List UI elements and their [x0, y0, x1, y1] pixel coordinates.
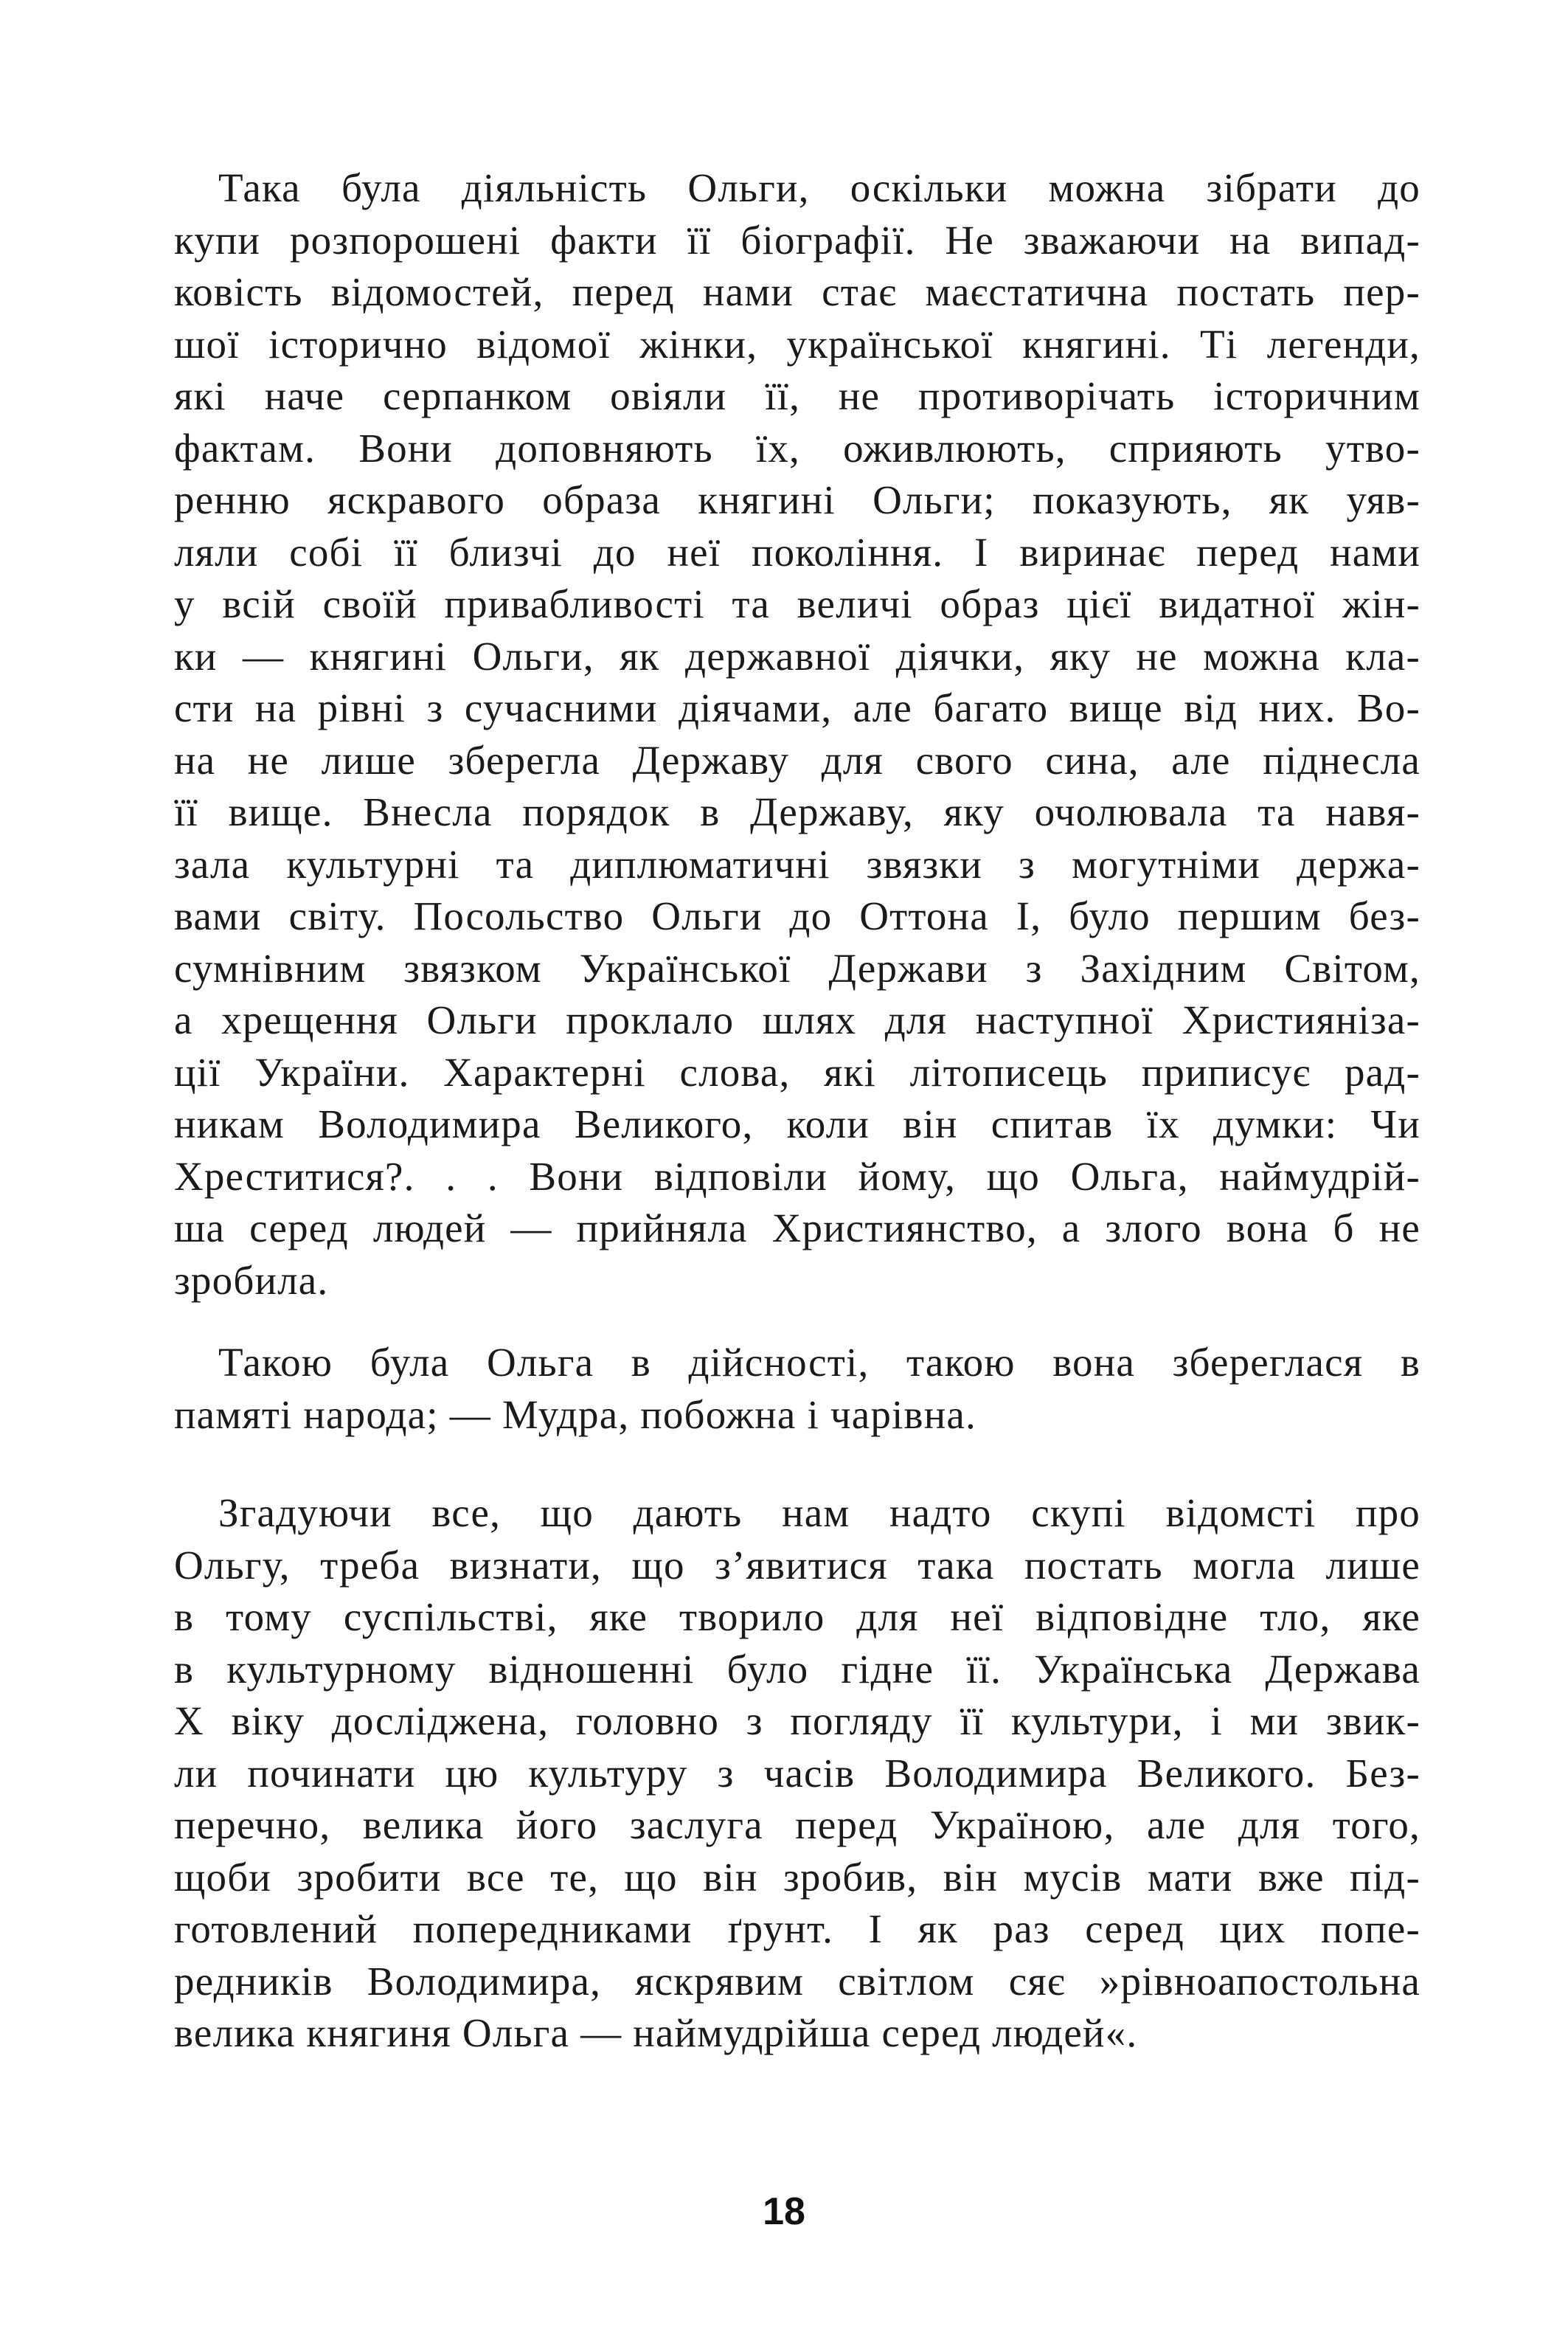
- text-line: сти на рівні з сучасними діячами, але багато вище від них. Во-: [174, 685, 1420, 730]
- page-number: 18: [763, 2190, 805, 2233]
- text-line: вами світу. Посольство Ольги до Оттона І, було першим без-: [174, 893, 1420, 938]
- text-line: готовлений попередниками ґрунт. І як раз серед цих попе-: [174, 1906, 1420, 1951]
- text-line: ренню яскравого образа княгині Ольги; показують, як уяв-: [174, 477, 1420, 522]
- paragraph-3: [174, 1487, 1420, 2060]
- text-line: перечно, велика його заслуга перед Україною, але для того,: [174, 1802, 1420, 1847]
- text-line: які наче серпанком овіяли її, не противорічать історичним: [174, 373, 1420, 418]
- text-line: Така була діяльність Ольги, оскільки можна зібрати до: [218, 165, 1420, 210]
- text-line: Хреститися?. . . Вони відповіли йому, що Ольга, наймудрій-: [174, 1153, 1420, 1199]
- text-line: Ольгу, треба визнати, що з’явитися така постать могла лише: [174, 1542, 1420, 1588]
- text-line: а хрещення Ольги проклало шлях для наступної Християніза-: [174, 997, 1420, 1042]
- text-line: велика княгиня Ольга — наймудрійша серед людей«.: [174, 2010, 1138, 2055]
- text-line: в тому суспільстві, яке творило для неї відповідне тло, яке: [174, 1594, 1420, 1639]
- text-line: ції України. Характерні слова, які літописець приписує рад-: [174, 1049, 1420, 1095]
- text-line: X віку досліджена, головно з погляду її культури, і ми звик-: [174, 1698, 1420, 1743]
- text-line: зала культурні та диплюматичні звязки з могутніми держа-: [174, 841, 1420, 887]
- text-line: памяті народа; — Мудра, побожна і чарівна.: [174, 1391, 976, 1437]
- text-line: купи розпорошені факти її біографії. Не зважаючи на випад-: [174, 217, 1420, 263]
- text-line: никам Володимира Великого, коли він спитав їх думки: Чи: [174, 1101, 1420, 1146]
- text-line: сумнівним звязком Української Держави з Західним Світом,: [174, 945, 1420, 991]
- text-line: ли починати цю культуру з часів Володимира Великого. Без-: [174, 1750, 1420, 1796]
- paragraph-1: [174, 162, 1420, 1307]
- text-line: в культурному відношенні було гідне її. Українська Держава: [174, 1646, 1420, 1692]
- text-line: шої історично відомої жінки, української княгині. Ті легенди,: [174, 321, 1420, 367]
- text-line: ша серед людей — прийняла Християнство, а злого вона б не: [174, 1205, 1420, 1250]
- text-line: зробила.: [174, 1257, 329, 1303]
- text-line: її вище. Внесла порядок в Державу, яку очолювала та навя-: [174, 789, 1420, 834]
- text-line: ки — княгині Ольги, як державної діячки, яку не можна кла-: [174, 633, 1420, 679]
- text-line: у всій своїй привабливості та величі образ цієї видатної жін-: [174, 581, 1420, 626]
- text-line: ляли собі її близчі до неї покоління. І виринає перед нами: [174, 529, 1420, 575]
- text-line: на не лише зберегла Державу для свого сина, але піднесла: [174, 737, 1420, 783]
- text-line: редників Володимира, яскрявим світлом сяє »рівноапостольна: [174, 1958, 1420, 2004]
- text-line: Такою була Ольга в дійсності, такою вона збереглася в: [218, 1340, 1420, 1385]
- text-line: щоби зробити все те, що він зробив, він мусів мати вже під-: [174, 1854, 1420, 1900]
- paragraph-2: [174, 1337, 1420, 1441]
- text-line: Згадуючи все, що дають нам надто скупі відомсті про: [218, 1490, 1420, 1535]
- text-line: ковість відомостей, перед нами стає маєстатична постать пер-: [174, 269, 1420, 314]
- text-line: фактам. Вони доповняють їх, оживлюють, сприяють утво-: [174, 425, 1420, 471]
